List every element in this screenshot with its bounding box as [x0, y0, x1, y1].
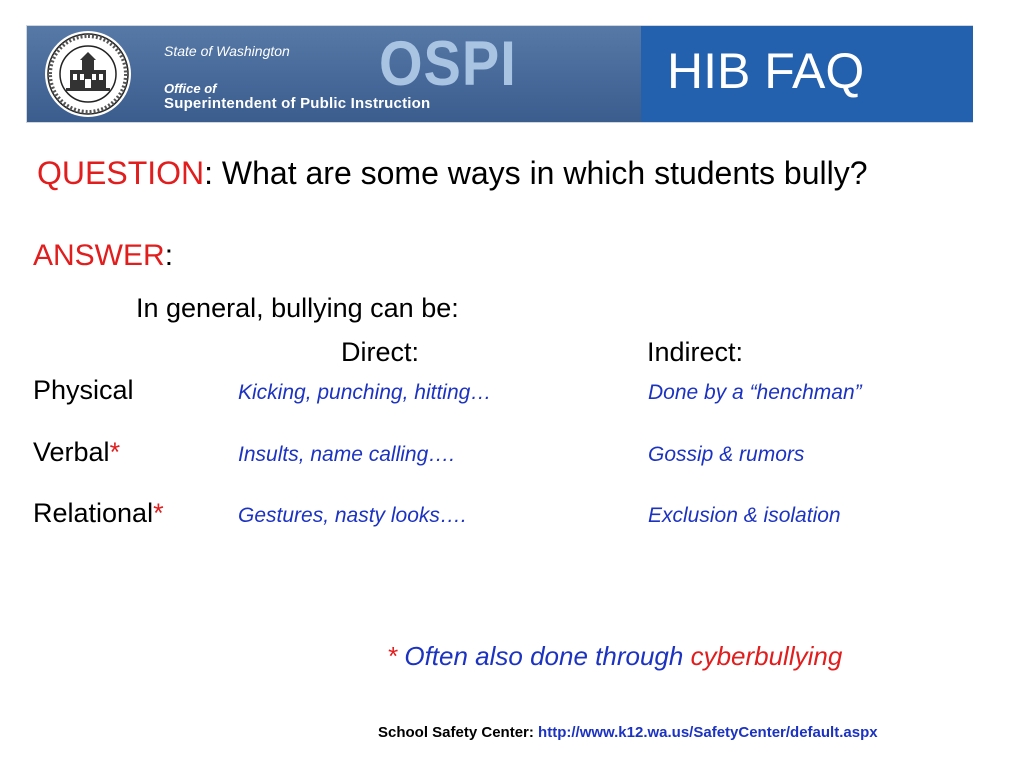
- row-label-text: Relational: [33, 498, 154, 528]
- physical-indirect-cell: Done by a “henchman”: [648, 381, 862, 404]
- answer-label: ANSWER: [33, 239, 165, 272]
- state-of-washington-text: State of Washington: [164, 43, 290, 59]
- relational-direct-cell: Gestures, nasty looks….: [238, 504, 467, 527]
- direct-column-header: Direct:: [341, 337, 420, 367]
- asterisk-mark: *: [153, 498, 164, 528]
- header-banner: [26, 25, 973, 123]
- row-label-physical: [33, 375, 134, 406]
- footer-label: School Safety Center:: [378, 724, 539, 741]
- cyberbullying-note: [387, 641, 842, 672]
- ospi-logo-panel: [27, 26, 641, 122]
- footer-source: [378, 724, 878, 741]
- superintendent-text: Superintendent of Public Instruction: [164, 95, 431, 112]
- asterisk-mark: *: [109, 437, 121, 467]
- footer-link[interactable]: http://www.k12.wa.us/SafetyCenter/default.aspx: [538, 724, 878, 741]
- question-line: [37, 155, 868, 192]
- note-highlight: cyberbullying: [690, 641, 843, 671]
- state-seal-icon: [44, 30, 132, 118]
- intro-text: In general, bullying can be:: [136, 293, 459, 323]
- answer-colon: :: [164, 239, 174, 272]
- row-label-text: Physical: [33, 375, 134, 405]
- physical-direct-cell: Kicking, punching, hitting…: [238, 381, 492, 404]
- page-title: HIB FAQ: [667, 43, 865, 99]
- question-text: : What are some ways in which students bully?: [204, 155, 868, 191]
- indirect-column-header: Indirect:: [647, 337, 744, 367]
- row-label-text: Verbal: [33, 437, 110, 467]
- note-asterisk: *: [387, 641, 398, 671]
- verbal-direct-cell: Insults, name calling….: [238, 443, 456, 466]
- ospi-logo: OSPI: [379, 28, 517, 99]
- row-label-relational: [33, 498, 164, 529]
- answer-line: [33, 239, 173, 273]
- relational-indirect-cell: Exclusion & isolation: [648, 504, 841, 527]
- office-of-text: Office of: [164, 81, 217, 96]
- note-text: Often also done through: [397, 641, 691, 671]
- verbal-indirect-cell: Gossip & rumors: [648, 443, 805, 466]
- row-label-verbal: [33, 437, 120, 468]
- question-label: QUESTION: [37, 155, 205, 191]
